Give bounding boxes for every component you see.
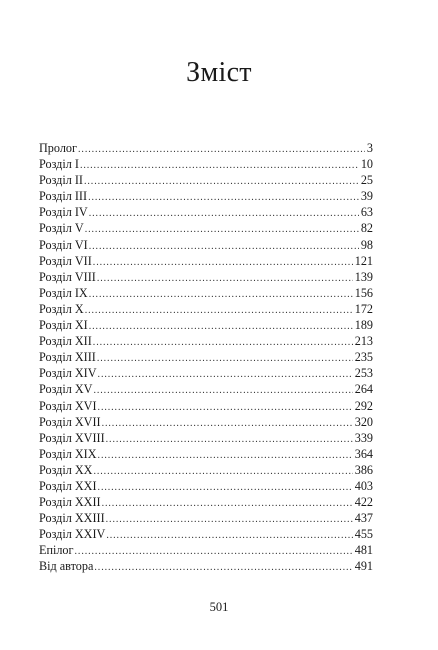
toc-entry <box>39 333 373 349</box>
toc-entry-page: 25 <box>360 173 373 188</box>
toc-entry-page: 3 <box>366 141 373 155</box>
toc-entry-label: Розділ VIII <box>39 269 96 284</box>
toc-entry-page: 10 <box>360 157 373 172</box>
toc-entry <box>39 462 373 478</box>
toc-entry-label: Розділ XIV <box>39 366 97 381</box>
dot-leader <box>93 255 353 271</box>
page-title: Зміст <box>186 57 252 88</box>
toc-entry <box>39 478 373 494</box>
dot-leader <box>78 142 365 158</box>
toc-entry-page: 235 <box>354 350 373 365</box>
toc-entry <box>39 381 373 397</box>
toc-entry-label: Розділ II <box>39 173 83 188</box>
toc-entry-page: 292 <box>354 398 373 413</box>
toc-entry-page: 437 <box>354 511 373 526</box>
toc-entry-label: Розділ XVII <box>39 414 101 429</box>
dot-leader <box>102 496 353 512</box>
toc-entry <box>39 446 373 462</box>
toc-entry-page: 98 <box>360 237 373 252</box>
dot-leader <box>89 206 359 222</box>
toc-entry <box>39 494 373 510</box>
toc-entry <box>39 301 373 317</box>
toc-entry-label: Розділ XVIII <box>39 430 105 445</box>
toc-entry <box>39 349 373 365</box>
toc-entry-label: Розділ XVI <box>39 398 97 413</box>
toc-entry-label: Розділ IV <box>39 205 88 220</box>
toc-entry-page: 339 <box>354 430 373 445</box>
dot-leader <box>85 303 353 319</box>
toc-entry <box>39 430 373 446</box>
toc-entry-page: 253 <box>354 366 373 381</box>
toc-entry-label: Від автора <box>39 559 94 574</box>
toc-entry <box>39 317 373 333</box>
toc-entry <box>39 558 373 574</box>
toc-entry <box>39 220 373 236</box>
dot-leader <box>106 528 352 544</box>
dot-leader <box>97 351 353 367</box>
toc-entry-page: 455 <box>354 527 373 542</box>
toc-entry <box>39 414 373 430</box>
dot-leader <box>75 544 353 560</box>
toc-entry <box>39 237 373 253</box>
toc-entry <box>39 398 373 414</box>
toc-entry-page: 213 <box>354 334 373 349</box>
dot-leader <box>102 416 353 432</box>
dot-leader <box>98 480 353 496</box>
toc-entry-page: 320 <box>354 414 373 429</box>
toc-entry-page: 422 <box>354 495 373 510</box>
dot-leader <box>93 383 352 399</box>
toc-entry-label: Розділ XXII <box>39 495 101 510</box>
toc-entry-label: Розділ XI <box>39 318 88 333</box>
dot-leader <box>84 174 359 190</box>
toc-entry <box>39 365 373 381</box>
dot-leader <box>106 512 353 528</box>
toc-entry-page: 156 <box>354 285 373 300</box>
toc-entry-page: 364 <box>354 446 373 461</box>
toc-entry-label: Розділ XIX <box>39 446 97 461</box>
dot-leader <box>93 464 352 480</box>
dot-leader <box>85 222 359 238</box>
toc-entry-page: 121 <box>354 253 373 268</box>
toc-entry-page: 403 <box>354 478 373 493</box>
toc-entry <box>39 526 373 542</box>
toc-entry-label: Розділ V <box>39 221 84 236</box>
toc-entry <box>39 140 373 156</box>
toc-entry-page: 172 <box>354 301 373 316</box>
page-number: 501 <box>209 600 229 614</box>
table-of-contents <box>39 140 373 575</box>
toc-entry-page: 189 <box>354 318 373 333</box>
toc-entry-label: Розділ VI <box>39 237 88 252</box>
toc-entry-label: Епілог <box>39 543 74 558</box>
toc-entry-label: Розділ III <box>39 189 88 204</box>
toc-entry-label: Розділ XX <box>39 462 93 477</box>
toc-entry-label: Розділ XXI <box>39 478 97 493</box>
toc-entry-page: 491 <box>354 559 373 574</box>
dot-leader <box>97 271 353 287</box>
toc-entry <box>39 542 373 558</box>
toc-entry-label: Розділ VII <box>39 253 92 268</box>
dot-leader <box>93 335 353 351</box>
toc-entry <box>39 285 373 301</box>
dot-leader <box>89 319 353 335</box>
toc-entry-page: 386 <box>354 462 373 477</box>
dot-leader <box>89 287 353 303</box>
toc-entry <box>39 269 373 285</box>
toc-entry <box>39 188 373 204</box>
toc-entry-page: 481 <box>354 543 373 558</box>
toc-entry-page: 139 <box>354 269 373 284</box>
dot-leader <box>98 400 353 416</box>
dot-leader <box>89 239 359 255</box>
toc-entry <box>39 156 373 172</box>
toc-entry-page: 82 <box>360 221 373 236</box>
toc-entry <box>39 253 373 269</box>
toc-entry <box>39 172 373 188</box>
toc-entry-label: Розділ I <box>39 157 79 172</box>
toc-entry-page: 63 <box>360 205 373 220</box>
toc-entry-label: Розділ X <box>39 301 84 316</box>
toc-entry-label: Розділ XII <box>39 334 92 349</box>
toc-entry-page: 39 <box>360 189 373 204</box>
toc-entry-label: Розділ XIII <box>39 350 96 365</box>
toc-entry <box>39 204 373 220</box>
toc-entry-label: Розділ XXIII <box>39 511 105 526</box>
toc-entry-label: Розділ XV <box>39 382 93 397</box>
dot-leader <box>94 560 352 576</box>
dot-leader <box>98 448 353 464</box>
toc-entry-label: Пролог <box>39 141 78 155</box>
dot-leader <box>88 190 359 206</box>
toc-entry-label: Розділ XXIV <box>39 527 106 542</box>
dot-leader <box>106 432 353 448</box>
toc-entry-label: Розділ IX <box>39 285 88 300</box>
toc-entry <box>39 510 373 526</box>
dot-leader <box>98 367 353 383</box>
toc-entry-page: 264 <box>354 382 373 397</box>
dot-leader <box>80 158 359 174</box>
